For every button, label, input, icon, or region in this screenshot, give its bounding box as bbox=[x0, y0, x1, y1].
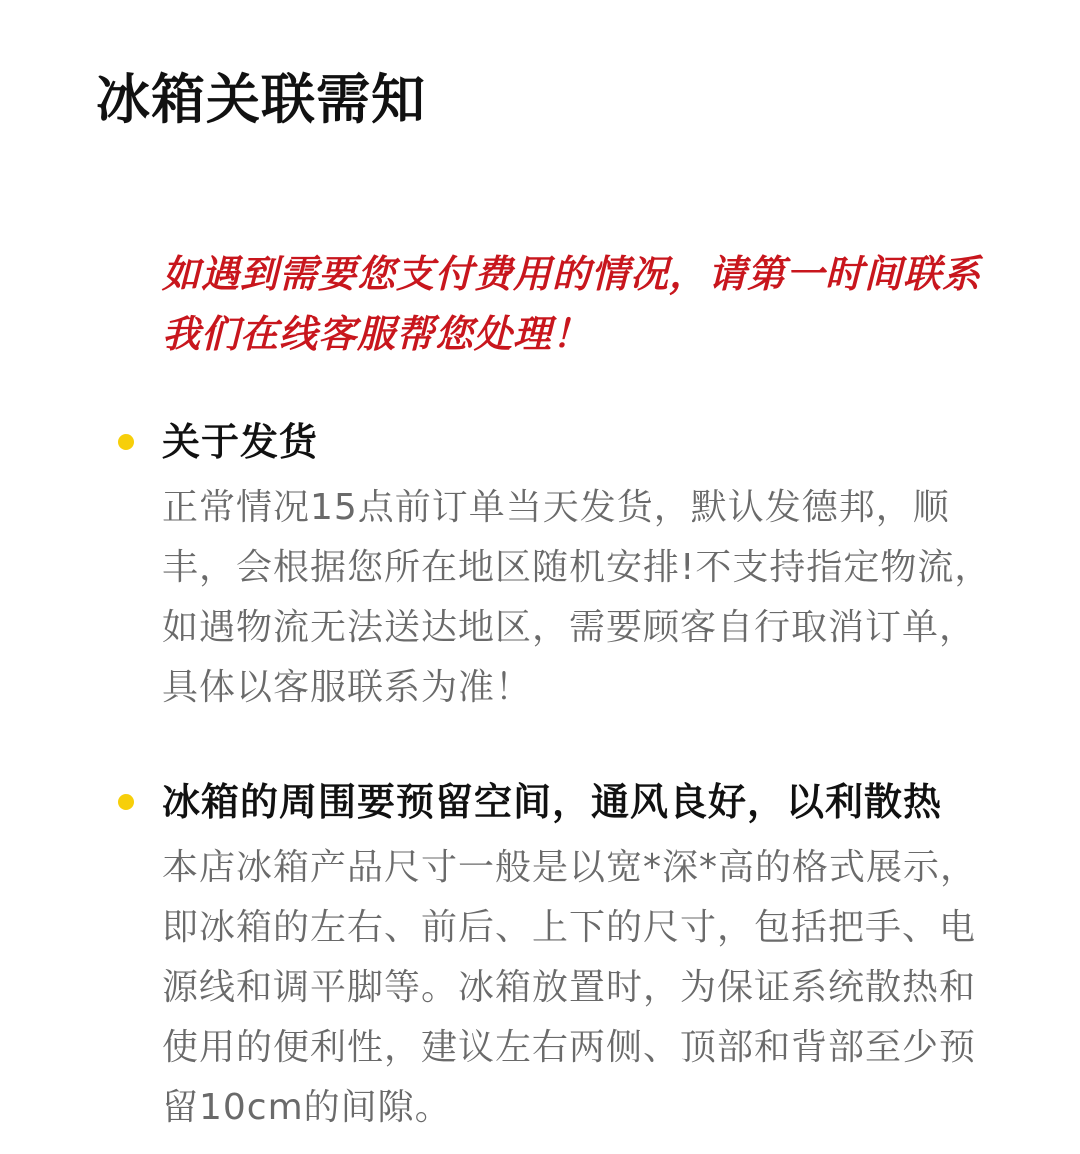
payment-warning: 如遇到需要您支付费用的情况，请第一时间联系我们在线客服帮您处理！ bbox=[162, 252, 982, 356]
section-body: 正常情况15点前订单当天发货，默认发德邦，顺丰，会根据您所在地区随机安排!不支持指定物流，如遇物流无法送达地区，需要顾客自行取消订单，具体以客服联系为准！ bbox=[162, 487, 992, 708]
section-heading: 关于发货 bbox=[162, 420, 319, 464]
bullet-dot-icon bbox=[118, 434, 134, 450]
section-heading: 冰箱的周围要预留空间，通风良好，以利散热 bbox=[162, 780, 943, 824]
bullet-dot-icon bbox=[118, 794, 134, 810]
section-body: 本店冰箱产品尺寸一般是以宽*深*高的格式展示，即冰箱的左右、前后、上下的尺寸，包括把手、电源线和调平脚等。冰箱放置时，为保证系统散热和使用的便利性，建议左右两侧、顶部和背部至少预留10cm的间隙。 bbox=[162, 847, 978, 1128]
page-title: 冰箱关联需知 bbox=[96, 68, 426, 131]
